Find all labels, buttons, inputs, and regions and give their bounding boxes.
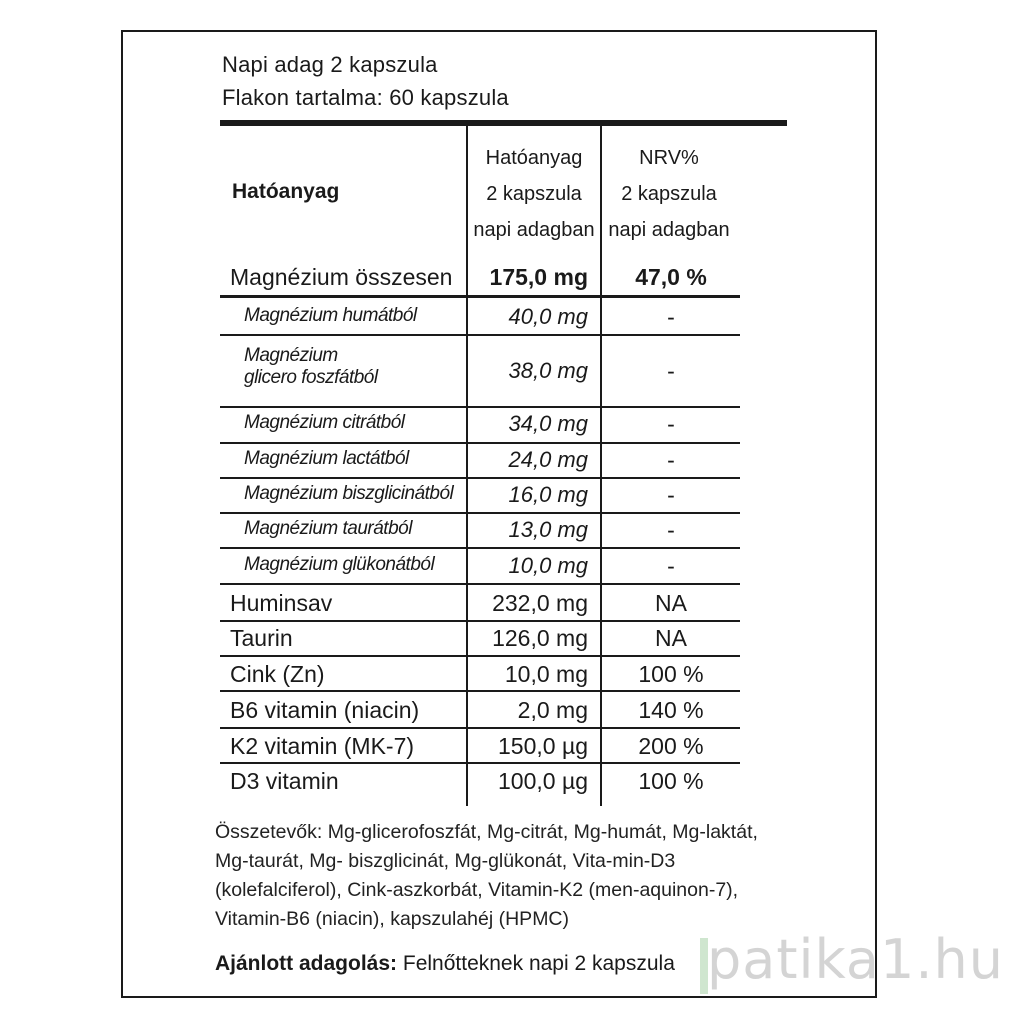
bottle-content-line: Flakon tartalma: 60 kapszula xyxy=(222,85,509,110)
column-header-nrv-line: NRV% xyxy=(639,147,699,169)
column-header-substance: Hatóanyag xyxy=(232,180,340,203)
row-amount: 16,0 mg xyxy=(508,482,588,507)
row-name: Magnézium összesen xyxy=(230,264,453,290)
row-divider xyxy=(220,620,740,622)
row-nrv: 100 % xyxy=(638,661,704,687)
row-name: Huminsav xyxy=(230,590,333,616)
row-nrv: - xyxy=(667,358,675,384)
watermark: patika1.hu xyxy=(707,928,1004,991)
row-nrv: - xyxy=(667,517,675,543)
row-name-line: Magnézium xyxy=(244,345,338,366)
row-amount: 2,0 mg xyxy=(517,697,588,723)
recommended-dosage xyxy=(215,952,675,976)
row-name: Taurin xyxy=(230,625,293,651)
row-name: Magnézium taurátból xyxy=(244,518,412,539)
row-amount: 175,0 mg xyxy=(489,264,588,290)
row-divider xyxy=(220,583,740,585)
row-divider xyxy=(220,334,740,336)
ingredients-text: Összetevők: Mg-glicerofoszfát, Mg-citrát, Mg-humát, Mg-laktát, Mg-taurát, Mg- biszglicinát, Mg-glükonát, Vita-min-D3 (kolefalciferol), Cink-aszkorbát, Vitamin-K2 (men-aquinon-7), Vitamin-B6 (niacin), kapszulahéj (HPMC) xyxy=(215,821,758,930)
row-name: Magnézium citrátból xyxy=(244,412,405,433)
row-amount: 38,0 mg xyxy=(508,358,588,383)
row-amount: 232,0 mg xyxy=(492,590,588,616)
row-name xyxy=(244,345,378,389)
dosage-text: Felnőtteknek napi 2 kapszula xyxy=(397,952,675,975)
row-nrv: NA xyxy=(655,590,687,616)
row-nrv: - xyxy=(667,304,675,330)
row-name: K2 vitamin (MK-7) xyxy=(230,733,415,759)
row-nrv: - xyxy=(667,553,675,579)
row-nrv: 47,0 % xyxy=(635,264,707,290)
row-divider xyxy=(220,406,740,408)
row-divider xyxy=(220,655,740,657)
column-header-nrv-line: 2 kapszula xyxy=(621,183,717,205)
row-divider xyxy=(220,477,740,479)
row-name: Magnézium biszglicinátból xyxy=(244,483,454,504)
row-divider xyxy=(220,512,740,514)
column-header-nrv xyxy=(602,140,736,248)
column-header-nrv-line: napi adagban xyxy=(608,219,730,241)
column-header-amount-line: Hatóanyag xyxy=(485,147,583,169)
row-divider xyxy=(220,727,740,729)
row-amount: 10,0 mg xyxy=(504,661,588,687)
row-name: Magnézium humátból xyxy=(244,305,417,326)
row-amount: 126,0 mg xyxy=(492,625,588,651)
row-amount: 10,0 mg xyxy=(508,553,588,578)
row-name: Cink (Zn) xyxy=(230,661,325,687)
row-amount: 34,0 mg xyxy=(508,411,588,436)
row-nrv: 140 % xyxy=(638,697,704,723)
daily-dose-line: Napi adag 2 kapszula xyxy=(222,52,438,77)
row-nrv: - xyxy=(667,411,675,437)
column-header-amount-line: 2 kapszula xyxy=(486,183,582,205)
row-divider xyxy=(220,295,740,298)
row-amount: 40,0 mg xyxy=(508,304,588,329)
row-name: B6 vitamin (niacin) xyxy=(230,697,420,723)
row-nrv: - xyxy=(667,447,675,473)
row-name: D3 vitamin xyxy=(230,768,339,794)
row-amount: 24,0 mg xyxy=(508,447,588,472)
column-divider-1 xyxy=(466,126,468,806)
column-header-amount-line: napi adagban xyxy=(473,219,595,241)
row-nrv: 100 % xyxy=(638,768,704,794)
row-amount: 150,0 µg xyxy=(498,733,588,759)
row-divider xyxy=(220,762,740,764)
row-divider xyxy=(220,690,740,692)
row-name-line: glicero foszfátból xyxy=(244,367,378,388)
column-header-amount xyxy=(470,140,598,248)
dosage-label: Ajánlott adagolás: xyxy=(215,952,398,975)
row-nrv: - xyxy=(667,482,675,508)
row-amount: 100,0 µg xyxy=(498,768,588,794)
row-nrv: 200 % xyxy=(638,733,704,759)
row-divider xyxy=(220,547,740,549)
row-divider xyxy=(220,442,740,444)
row-nrv: NA xyxy=(655,625,687,651)
row-name: Magnézium lactátból xyxy=(244,448,409,469)
row-amount: 13,0 mg xyxy=(508,517,588,542)
header-rule xyxy=(220,120,787,126)
row-name: Magnézium glükonátból xyxy=(244,554,435,575)
